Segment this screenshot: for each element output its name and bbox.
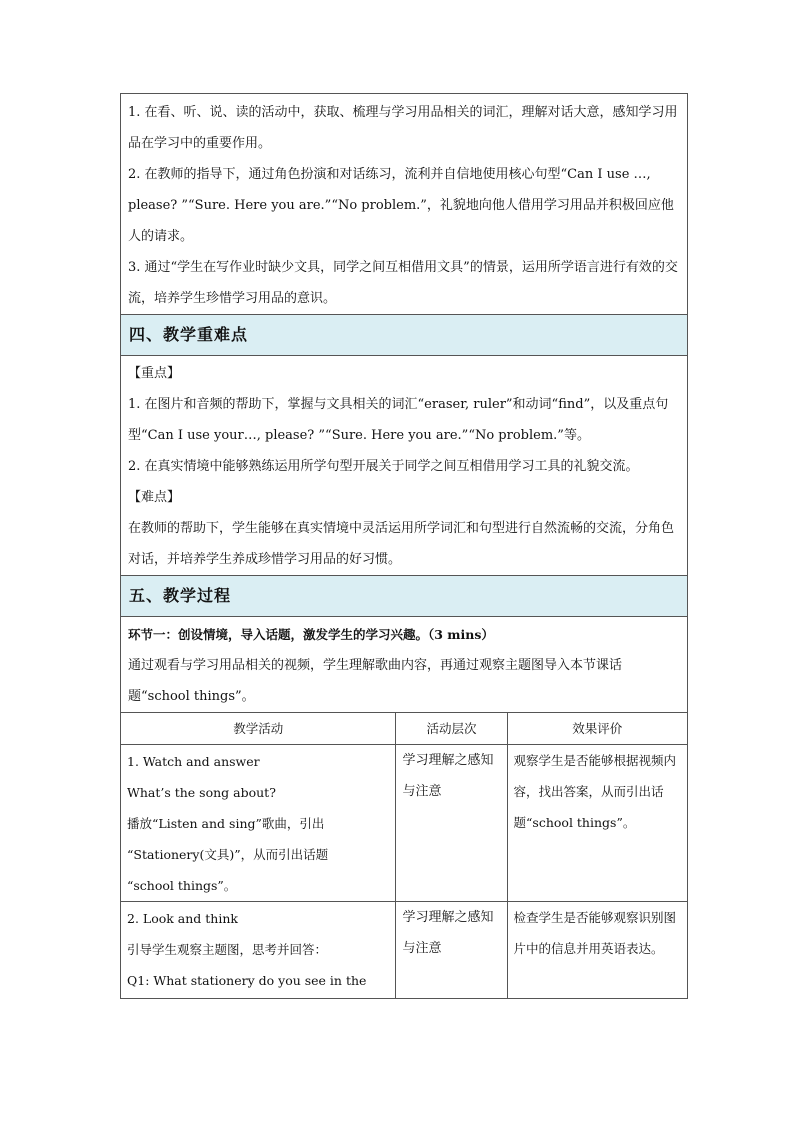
difficult-label: 【难点】 [128, 490, 181, 505]
activity-line: Q1: What stationery do you see in the [127, 973, 367, 988]
table-row [121, 745, 688, 902]
step1-section [120, 616, 688, 712]
activity-line: “Stationery(文具)”，从而引出话题 [127, 847, 329, 862]
objective-2: 2. 在教师的指导下，通过角色扮演和对话练习，流利并自信地使用核心句型“Can I use …, please? ”“Sure. Here you are.”“No problem.”，礼貌地向他人借用学习用品并积极回应他人的请求。 [128, 167, 674, 244]
header-level: 活动层次 [396, 713, 507, 745]
activity-table [120, 712, 688, 999]
table-row [121, 902, 688, 999]
section-heading-key-points: 四、教学重难点 [120, 314, 688, 355]
level-cell: 学习理解之感知与注意 [396, 902, 507, 999]
activity-line: “school things”。 [127, 878, 237, 893]
activity-line: What’s the song about? [127, 785, 276, 800]
activity-cell [121, 745, 396, 902]
evaluation-cell: 观察学生是否能够根据视频内容，找出答案，从而引出话题“school things”。 [507, 745, 687, 902]
activity-line: 播放“Listen and sing”歌曲，引出 [127, 816, 325, 831]
objective-1: 1. 在看、听、说、读的活动中，获取、梳理与学习用品相关的词汇，理解对话大意，感知学习用品在学习中的重要作用。 [128, 105, 678, 151]
key-points-section [120, 355, 688, 575]
header-activity: 教学活动 [121, 713, 396, 745]
step1-description: 通过观看与学习用品相关的视频，学生理解歌曲内容，再通过观察主题图导入本节课话题“school things”。 [128, 658, 623, 704]
difficult-text: 在教师的帮助下，学生能够在真实情境中灵活运用所学词汇和句型进行自然流畅的交流，分角色对话，并培养学生养成珍惜学习用品的好习惯。 [128, 521, 675, 567]
section-heading-teaching-process: 五、教学过程 [120, 575, 688, 616]
activity-line: 引导学生观察主题图，思考并回答： [127, 942, 328, 957]
document-page [120, 93, 688, 999]
key-label: 【重点】 [128, 366, 181, 381]
key-item-1: 1. 在图片和音频的帮助下，掌握与文具相关的词汇“eraser, ruler”和动词“find”，以及重点句型“Can I use your…, please? ”“Sure. Here you are.”“No problem.”等。 [128, 397, 669, 443]
step1-title: 环节一：创设情境，导入话题，激发学生的学习兴趣。（3 mins） [128, 627, 494, 642]
activity-line: 2. Look and think [127, 911, 238, 926]
header-evaluation: 效果评价 [507, 713, 687, 745]
key-item-2: 2. 在真实情境中能够熟练运用所学句型开展关于同学之间互相借用学习工具的礼貌交流。 [128, 459, 639, 474]
activity-line: 1. Watch and answer [127, 754, 260, 769]
activity-cell [121, 902, 396, 999]
objectives-section [120, 93, 688, 314]
table-header-row [121, 713, 688, 745]
level-cell: 学习理解之感知与注意 [396, 745, 507, 902]
evaluation-cell: 检查学生是否能够观察识别图片中的信息并用英语表达。 [507, 902, 687, 999]
objective-3: 3. 通过“学生在写作业时缺少文具，同学之间互相借用文具”的情景，运用所学语言进行有效的交流，培养学生珍惜学习用品的意识。 [128, 260, 678, 306]
